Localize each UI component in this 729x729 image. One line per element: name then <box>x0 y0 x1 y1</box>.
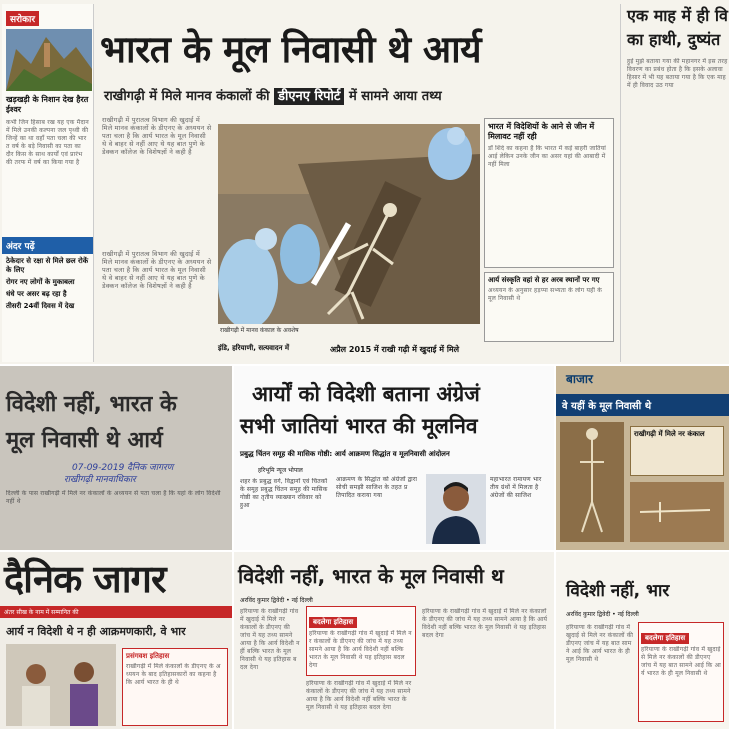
main-box <box>484 118 614 268</box>
left-item: धंधे पर असर बढ़ रहा है <box>6 290 67 298</box>
left-story-title: खड़खड़ी के निशान देख हैरत ईश्वर <box>6 95 89 114</box>
clip-center-col1: शहर के प्रबुद्ध वर्ग, विद्वानों एवं चिंतकों के समूह प्रबुद्ध चिंतन समूह की मासिक गोष्ठी का तृतीय व्याख्यान रविवार को हुआ <box>240 478 328 509</box>
bottom-center-col2: हरियाणा के राखीगढ़ी गांव में खुदाई में मिले नर कंकालों के डीएनए की जांच में यह तथ्य सामने आया है कि आर्य विदेशी नहीं बल्कि भारत के मूल निवासी थे यह इतिहास बदल देगा <box>306 680 412 711</box>
bottom-center-col1: हरियाणा के राखीगढ़ी गांव में खुदाई में मिले नर कंकालों के डीएनए की जांच में यह तथ्य सामने आया है कि आर्य विदेशी नहीं बल्कि भारत के मूल निवासी थे यह इतिहास बदल देगा <box>240 608 300 671</box>
right-story-body: हुई मुझे बताया गया की महानगर में इस तरह विवरण का प्रबंध होता है कि इसके अलावा हिसार में भी यह बताया गया है कि एक माह में ही विवाद उठ गया <box>627 58 728 89</box>
bottom-center-box-body: हरियाणा के राखीगढ़ी गांव में खुदाई में मिले नर कंकालों के डीएनए की जांच में यह तथ्य सामने आया है कि आर्य विदेशी नहीं बल्कि भारत के मूल निवासी थे यह इतिहास बदल देगा <box>309 630 412 669</box>
bottom-left-headline: आर्य न विदेशी थे न ही आक्रमणकारी, वे भार <box>6 625 186 638</box>
right-headline-2: का हाथी, दुष्यंत <box>627 30 721 49</box>
subhead-highlight: डीएनए रिपोर्ट <box>274 88 344 105</box>
main-headline: भारत के मूल निवासी थे आर्य <box>100 28 482 71</box>
jagran-strip: अंतर सीख के नाम में सम्मानित की <box>0 606 232 618</box>
box-body: डॉ शिंदे का कहना है कि भारत में कई बाहरी जातियां आई लेकिन उनके जीन का असर यहां की आबादी में नहीं मिला <box>488 145 607 168</box>
skeleton-photo-2 <box>630 482 724 542</box>
clip-center-sub: प्रबुद्ध चिंतन समूह की मासिक गोष्ठी: आर्य आक्रमण सिद्धांत व मूलनिवासी आंदोलन <box>240 450 450 458</box>
right-masthead: बाजार <box>566 372 593 386</box>
bottom-left-box <box>122 648 228 726</box>
bottom-left-box-title: प्रसंगवश इतिहास <box>126 652 170 660</box>
main-col-body: राखीगढ़ी में पुरातत्व विभाग की खुदाई में मिले मानव कंकालों के डीएनए के अध्ययन से पता चला है कि आर्य भारत के मूल निवासी थे वे बाहर से नहीं आए थे यह बात पुणे के डेक्कन कॉलेज के विशेषज्ञों ने कही है <box>102 116 212 156</box>
bottom-center-tag: बदलेगा इतिहास <box>309 617 357 628</box>
left-sidebar <box>2 4 94 362</box>
jagran-masthead: दैनिक जागर <box>4 557 166 601</box>
mountain-photo <box>6 29 92 91</box>
left-item: रोगर नए लोगों के मुकाबला <box>6 278 75 286</box>
right-headline-1: एक माह में ही वि <box>627 6 728 25</box>
excavation-photo <box>218 124 480 324</box>
box-title: भारत में विदेशियों के आने से जीन में मिलावट नहीं रही <box>488 122 595 141</box>
clip-center-col3: महाभारत रामायण भारतीय ग्रंथों में मिलता है अंग्रेजों की साजिश <box>490 476 542 499</box>
clip-left-headline-1: विदेशी नहीं, भारत के <box>6 392 177 417</box>
box2-title: आर्य संस्कृति वहां से हर अरब स्थानों पर गए <box>488 276 600 284</box>
bottom-right-col1: हरियाणा के राखीगढ़ी गांव में खुदाई से मिले नर कंकालों की डीएनए जांच में यह बात सामने आई कि आर्य भारत के ही मूल निवासी थे <box>566 624 634 663</box>
skeleton-photo <box>560 422 624 542</box>
left-item: तीसरी 24वीं दिवस में देख <box>6 302 75 310</box>
clip-center-byline: हरिभूमि न्यूज भोपाल <box>258 467 303 474</box>
clip-center <box>234 366 554 550</box>
clip-center-headline-2: सभी जातियां भारत की मूलनिव <box>240 414 478 438</box>
clip-right-mid <box>556 366 729 550</box>
clip-center-headline-1: आर्यों को विदेशी बताना अंग्रेजं <box>252 382 480 406</box>
handwritten-stamp-2: राखीगढ़ी मानवाधिकार <box>64 475 136 485</box>
clip-left-headline-2: मूल निवासी थे आर्य <box>6 428 163 453</box>
dateline: इंडि, हरियाणी, सत्यवादन में <box>218 344 290 352</box>
clip-bottom-right <box>556 552 729 729</box>
bottom-right-byline: अरविंद कुमार द्विवेदी • नई दिल्ली <box>566 611 639 618</box>
clip-bottom-center <box>234 552 554 729</box>
clip-bottom-left <box>0 552 232 729</box>
right-story <box>620 4 728 362</box>
right-mid-box: राखीगढ़ी में मिले नर कंकाल <box>630 426 724 476</box>
clip-left-body: दिल्ली के पास राखीगढ़ी में मिले नर कंकालों के अध्ययन से पता चला है कि यहां के लोग विदेशी नहीं थे <box>6 490 221 505</box>
bottom-right-headline: विदेशी नहीं, भार <box>566 581 670 601</box>
main-subhead: राखीगढ़ी में मिले मानव कंकालों की डीएनए रिपोर्ट में सामने आया तथ्य <box>104 89 442 104</box>
footer-text: अप्रैल 2015 में राखी गढ़ी में खुदाई में मिले <box>330 345 460 354</box>
bottom-center-headline: विदेशी नहीं, भारत के मूल निवासी थ <box>238 564 504 588</box>
main-clipping <box>0 0 729 364</box>
right-mid-headline: वे यहीं के मूल निवासी थे <box>556 394 729 416</box>
left-tag: सरोकार <box>6 7 89 26</box>
speaker-photo <box>426 474 486 544</box>
left-bar: अंदर पढ़ें <box>2 237 93 254</box>
bottom-right-tag: बदलेगा इतिहास <box>641 633 689 644</box>
clip-center-col2: आक्रमण के सिद्धांत को अंग्रेजों द्वारा सोची समझी साजिश के तहत प्रतिपादित कराया गया <box>336 476 418 499</box>
handwritten-stamp: 07-09-2019 दैनिक जागरण <box>72 463 174 473</box>
main-col-body-2: राखीगढ़ी में पुरातत्व विभाग की खुदाई में मिले मानव कंकालों के डीएनए के अध्ययन से पता चला है कि आर्य भारत के मूल निवासी थे वे बाहर से नहीं आए थे यह बात पुणे के डेक्कन कॉलेज के विशेषज्ञों ने कही है <box>102 250 212 290</box>
box2-body: अध्ययन के अनुसार हड़प्पा सभ्यता के लोग यहीं के मूल निवासी थे <box>488 287 603 302</box>
photo-caption: राखीगढ़ी में मानव कंकाल के अवशेष <box>220 327 299 334</box>
left-item: ठेकेदार से रक्षा से मिले छल रोकें के लिए <box>6 257 89 274</box>
bottom-center-col3: हरियाणा के राखीगढ़ी गांव में खुदाई में मिले नर कंकालों के डीएनए की जांच में यह तथ्य सामने आया है कि आर्य विदेशी नहीं बल्कि भारत के मूल निवासी थे यह इतिहास बदल देगा <box>422 608 548 639</box>
bottom-right-box-body: हरियाणा के राखीगढ़ी गांव में खुदाई से मिले नर कंकालों की डीएनए जांच में यह बात सामने आई कि आर्य भारत के ही मूल निवासी थे <box>641 646 721 677</box>
bottom-left-box-body: राखीगढ़ी में मिले कंकालों के डीएनए के अध्ययन के बाद इतिहासकारों का कहना है कि आर्य भारत के ही थे <box>126 663 221 686</box>
bottom-center-byline: अरविंद कुमार द्विवेदी • नई दिल्ली <box>240 597 313 604</box>
left-story-body: कभी जिन हिसाब रख यह एक मैदान में मिले उनकी कल्पना जल पृथ्वी की जिन्हें का था वहाँ पता चला की भारत वर्ष के बड़े निवासी का पता का दौर किस के साथ कार्यों एवं प्रारंभ की तरफ में वर्ष का किया गया है <box>6 119 89 166</box>
bottom-right-box <box>638 622 724 722</box>
main-box-2 <box>484 272 614 342</box>
people-photo <box>6 644 116 726</box>
bottom-center-box <box>306 606 416 676</box>
clip-left-mid <box>0 366 232 550</box>
